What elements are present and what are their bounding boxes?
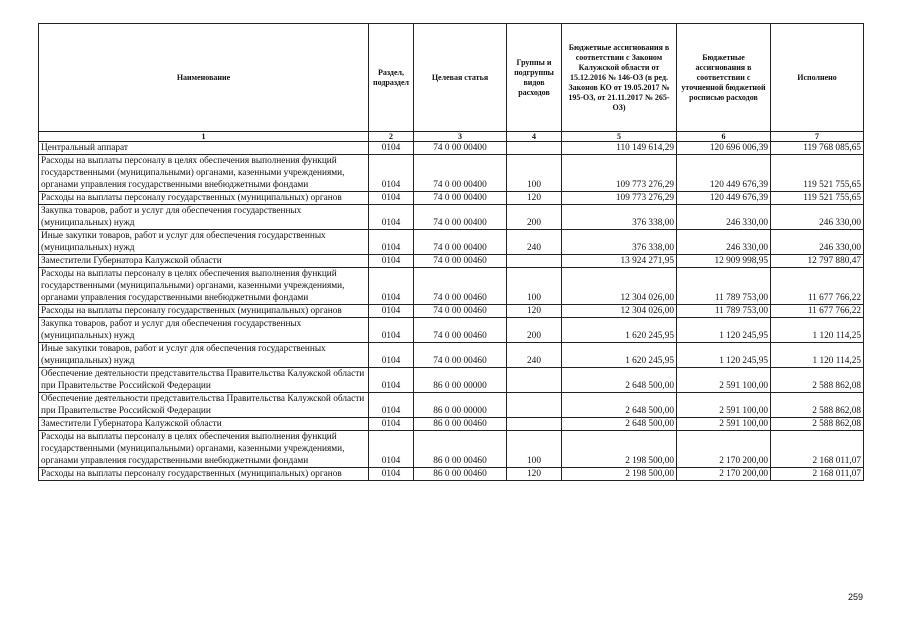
row-target: 74 0 00 00460 <box>414 318 507 343</box>
row-group <box>507 142 562 155</box>
header-section: Раздел, подраздел <box>369 24 414 132</box>
row-executed: 2 168 011,07 <box>771 431 864 468</box>
row-executed: 246 330,00 <box>771 230 864 255</box>
row-name: Заместители Губернатора Калужской области <box>39 255 369 268</box>
row-name: Расходы на выплаты персоналу государственных (муниципальных) органов <box>39 192 369 205</box>
row-section: 0104 <box>369 368 414 393</box>
row-target: 74 0 00 00400 <box>414 230 507 255</box>
row-target: 74 0 00 00460 <box>414 305 507 318</box>
row-section: 0104 <box>369 255 414 268</box>
row-group: 100 <box>507 431 562 468</box>
table-row <box>39 343 864 368</box>
column-number: 4 <box>507 132 562 142</box>
row-section: 0104 <box>369 305 414 318</box>
budget-table <box>38 23 864 481</box>
row-section: 0104 <box>369 393 414 418</box>
row-budget-refined: 1 120 245,95 <box>677 318 771 343</box>
row-group <box>507 255 562 268</box>
row-executed: 246 330,00 <box>771 205 864 230</box>
row-group: 120 <box>507 192 562 205</box>
column-number: 7 <box>771 132 864 142</box>
row-budget-law: 1 620 245,95 <box>562 343 677 368</box>
header-group: Группы и подгруппы видов расходов <box>507 24 562 132</box>
row-budget-refined: 120 449 676,39 <box>677 192 771 205</box>
table-row <box>39 393 864 418</box>
header-executed: Исполнено <box>771 24 864 132</box>
row-section: 0104 <box>369 230 414 255</box>
table-row <box>39 192 864 205</box>
row-group: 120 <box>507 305 562 318</box>
row-name: Расходы на выплаты персоналу в целях обеспечения выполнения функций государственными (муниципальными) органами, казенными учреждениями, органами управления государственными внебюджетными фондами <box>39 431 369 468</box>
table-row <box>39 155 864 192</box>
table-row <box>39 255 864 268</box>
row-budget-refined: 2 591 100,00 <box>677 418 771 431</box>
row-budget-law: 2 648 500,00 <box>562 418 677 431</box>
row-group: 120 <box>507 468 562 481</box>
page-number: 259 <box>847 592 863 602</box>
row-budget-refined: 246 330,00 <box>677 205 771 230</box>
row-name: Иные закупки товаров, работ и услуг для обеспечения государственных (муниципальных) нужд <box>39 230 369 255</box>
row-name: Расходы на выплаты персоналу государственных (муниципальных) органов <box>39 305 369 318</box>
row-group <box>507 418 562 431</box>
row-section: 0104 <box>369 155 414 192</box>
row-group <box>507 393 562 418</box>
row-executed: 2 588 862,08 <box>771 418 864 431</box>
row-budget-law: 2 648 500,00 <box>562 393 677 418</box>
table-row <box>39 368 864 393</box>
column-number: 2 <box>369 132 414 142</box>
header-target: Целевая статья <box>414 24 507 132</box>
row-group: 200 <box>507 318 562 343</box>
row-group: 200 <box>507 205 562 230</box>
row-section: 0104 <box>369 205 414 230</box>
row-group: 100 <box>507 268 562 305</box>
row-name: Обеспечение деятельности представительства Правительства Калужской области при Правительстве Российской Федерации <box>39 368 369 393</box>
row-budget-refined: 246 330,00 <box>677 230 771 255</box>
row-target: 74 0 00 00400 <box>414 155 507 192</box>
row-target: 74 0 00 00400 <box>414 142 507 155</box>
row-budget-refined: 1 120 245,95 <box>677 343 771 368</box>
row-executed: 2 588 862,08 <box>771 368 864 393</box>
row-name: Закупка товаров, работ и услуг для обеспечения государственных (муниципальных) нужд <box>39 205 369 230</box>
row-section: 0104 <box>369 468 414 481</box>
row-section: 0104 <box>369 431 414 468</box>
row-name: Заместители Губернатора Калужской области <box>39 418 369 431</box>
row-executed: 2 588 862,08 <box>771 393 864 418</box>
row-budget-refined: 2 591 100,00 <box>677 393 771 418</box>
row-group: 240 <box>507 230 562 255</box>
table-row <box>39 305 864 318</box>
column-number: 6 <box>677 132 771 142</box>
row-target: 86 0 00 00000 <box>414 393 507 418</box>
row-executed: 2 168 011,07 <box>771 468 864 481</box>
row-section: 0104 <box>369 192 414 205</box>
row-name: Обеспечение деятельности представительства Правительства Калужской области при Правительстве Российской Федерации <box>39 393 369 418</box>
row-budget-refined: 11 789 753,00 <box>677 305 771 318</box>
row-name: Расходы на выплаты персоналу государственных (муниципальных) органов <box>39 468 369 481</box>
row-budget-law: 109 773 276,29 <box>562 155 677 192</box>
row-budget-law: 2 648 500,00 <box>562 368 677 393</box>
row-name: Иные закупки товаров, работ и услуг для обеспечения государственных (муниципальных) нужд <box>39 343 369 368</box>
row-name: Расходы на выплаты персоналу в целях обеспечения выполнения функций государственными (муниципальными) органами, казенными учреждениями, органами управления государственными внебюджетными фондами <box>39 268 369 305</box>
row-target: 74 0 00 00400 <box>414 205 507 230</box>
header-budget-refined: Бюджетные ассигнования в соответствии с уточненной бюджетной росписью расходов <box>677 24 771 132</box>
row-budget-law: 109 773 276,29 <box>562 192 677 205</box>
row-name: Расходы на выплаты персоналу в целях обеспечения выполнения функций государственными (муниципальными) органами, казенными учреждениями, органами управления государственными внебюджетными фондами <box>39 155 369 192</box>
row-target: 74 0 00 00400 <box>414 192 507 205</box>
row-target: 86 0 00 00460 <box>414 468 507 481</box>
row-budget-refined: 2 591 100,00 <box>677 368 771 393</box>
header-row <box>39 24 864 132</box>
table-row <box>39 268 864 305</box>
row-budget-law: 1 620 245,95 <box>562 318 677 343</box>
row-group <box>507 368 562 393</box>
row-target: 74 0 00 00460 <box>414 255 507 268</box>
row-budget-refined: 11 789 753,00 <box>677 268 771 305</box>
column-number-row <box>39 132 864 142</box>
row-section: 0104 <box>369 268 414 305</box>
row-name: Центральный аппарат <box>39 142 369 155</box>
table-row <box>39 431 864 468</box>
row-target: 86 0 00 00000 <box>414 368 507 393</box>
row-budget-law: 2 198 500,00 <box>562 431 677 468</box>
row-section: 0104 <box>369 418 414 431</box>
column-number: 1 <box>39 132 369 142</box>
row-section: 0104 <box>369 343 414 368</box>
row-section: 0104 <box>369 142 414 155</box>
row-name: Закупка товаров, работ и услуг для обеспечения государственных (муниципальных) нужд <box>39 318 369 343</box>
row-budget-refined: 2 170 200,00 <box>677 431 771 468</box>
row-executed: 11 677 766,22 <box>771 268 864 305</box>
row-target: 86 0 00 00460 <box>414 418 507 431</box>
row-budget-refined: 120 696 006,39 <box>677 142 771 155</box>
row-executed: 119 521 755,65 <box>771 155 864 192</box>
table-row <box>39 318 864 343</box>
row-executed: 119 521 755,65 <box>771 192 864 205</box>
row-executed: 1 120 114,25 <box>771 343 864 368</box>
row-group: 240 <box>507 343 562 368</box>
table-row <box>39 205 864 230</box>
row-budget-refined: 12 909 998,95 <box>677 255 771 268</box>
header-name: Наименование <box>39 24 369 132</box>
table-row <box>39 230 864 255</box>
table-row <box>39 142 864 155</box>
row-budget-law: 376 338,00 <box>562 205 677 230</box>
row-target: 74 0 00 00460 <box>414 343 507 368</box>
row-executed: 11 677 766,22 <box>771 305 864 318</box>
row-executed: 12 797 880,47 <box>771 255 864 268</box>
header-budget-law: Бюджетные ассигнования в соответствии с Законом Калужской области от 15.12.2016 № 146-ОЗ (в ред. Законов КО от 19.05.2017 № 195-ОЗ, от 21.11.2017 № 265-ОЗ) <box>562 24 677 132</box>
table-row <box>39 468 864 481</box>
row-executed: 119 768 085,65 <box>771 142 864 155</box>
row-target: 86 0 00 00460 <box>414 431 507 468</box>
row-executed: 1 120 114,25 <box>771 318 864 343</box>
row-budget-law: 376 338,00 <box>562 230 677 255</box>
row-target: 74 0 00 00460 <box>414 268 507 305</box>
row-budget-law: 12 304 026,00 <box>562 305 677 318</box>
row-section: 0104 <box>369 318 414 343</box>
row-budget-refined: 2 170 200,00 <box>677 468 771 481</box>
row-budget-law: 2 198 500,00 <box>562 468 677 481</box>
row-budget-law: 12 304 026,00 <box>562 268 677 305</box>
column-number: 5 <box>562 132 677 142</box>
row-budget-refined: 120 449 676,39 <box>677 155 771 192</box>
column-number: 3 <box>414 132 507 142</box>
row-budget-law: 110 149 614,29 <box>562 142 677 155</box>
row-group: 100 <box>507 155 562 192</box>
row-budget-law: 13 924 271,95 <box>562 255 677 268</box>
table-row <box>39 418 864 431</box>
